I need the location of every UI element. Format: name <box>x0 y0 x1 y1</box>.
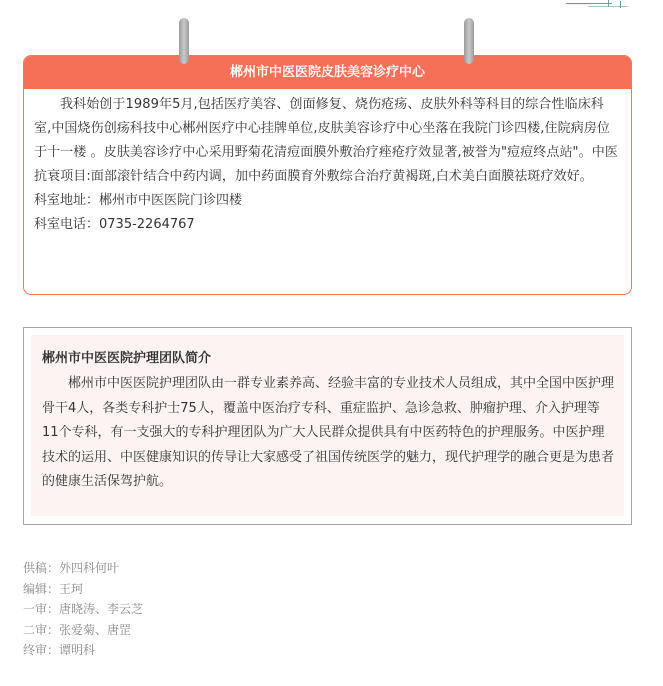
nursing-team-text: 郴州市中医医院护理团队由一群专业素养高、经验丰富的专业技术人员组成，其中全国中医护理骨干4人，各类专科护士75人，覆盖中医治疗专科、重症监护、急诊急救、肿瘤护理、介入护理等11个专科，有一支强大的专科护理团队为广大人民群众提供具有中医药特色的护理服务。中医护理技术的运用、中医健康知识的传导让大家感受了祖国传统医学的魅力，现代护理学的融合更是为患者的健康生活保驾护航。 <box>42 376 615 489</box>
credit-review-final: 终审：谭明科 <box>23 643 96 657</box>
corner-decoration <box>560 0 635 8</box>
nursing-team-card <box>23 327 632 525</box>
nursing-team-panel <box>31 335 624 516</box>
credit-contributor: 供稿：外四科何叶 <box>23 561 120 575</box>
credit-review-2: 二审：张爱菊、唐罡 <box>23 622 132 637</box>
department-phone: 科室电话：0735-2264767 <box>34 217 195 232</box>
nursing-team-title: 郴州市中医医院护理团队简介 <box>42 351 212 366</box>
department-address: 科室地址：郴州市中医医院门诊四楼 <box>34 193 243 208</box>
credit-editor: 编辑：王珂 <box>23 581 84 596</box>
binder-pin-left <box>179 18 189 64</box>
credit-review-1: 一审：唐晓涛、李云芝 <box>23 602 144 616</box>
dermatology-center-title: 郴州市中医医院皮肤美容诊疗中心 <box>24 56 631 89</box>
credits-block <box>23 558 143 661</box>
binder-pin-right <box>464 18 474 64</box>
dermatology-center-intro: 我科始创于1989年5月,包括医疗美容、创面修复、烧伤疮疡、皮肤外科等科目的综合性临床科室,中国烧伤创疡科技中心郴州医疗中心挂牌单位,皮肤美容诊疗中心坐落在我院门诊四楼,住院病房位于十一楼 。皮肤美容诊疗中心采用野菊花清痘面膜外敷治疗痤疮疗效显著,被誉为"痘痘终点站"。中医抗衰项目:面部滚针结合中药内调，加中药面膜育外敷综合治疗黄褐斑,白术美白面膜祛斑疗效好。 <box>34 97 618 184</box>
dermatology-center-card <box>23 55 632 295</box>
